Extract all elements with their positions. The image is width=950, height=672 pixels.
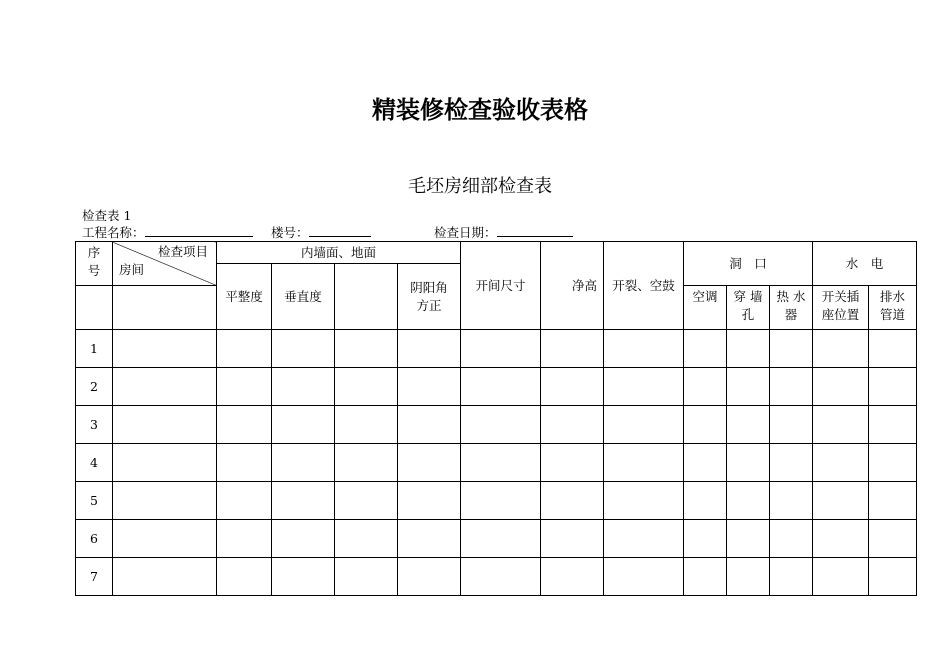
table-row xyxy=(76,444,917,482)
table-cell xyxy=(272,406,335,444)
table-cell xyxy=(813,406,869,444)
table-cell xyxy=(217,368,272,406)
table-cell xyxy=(770,520,813,558)
table-cell xyxy=(604,558,684,596)
table-cell xyxy=(113,558,217,596)
table-cell xyxy=(770,558,813,596)
wall-hole-header: 穿 墙孔 xyxy=(727,286,770,330)
table-cell xyxy=(217,330,272,368)
table-cell xyxy=(684,558,727,596)
check-date-field xyxy=(434,223,573,241)
table-cell xyxy=(684,482,727,520)
table-cell xyxy=(869,520,917,558)
water-elec-header: 水 电 xyxy=(813,242,917,286)
table-cell xyxy=(217,406,272,444)
table-cell xyxy=(813,482,869,520)
table-cell xyxy=(461,330,541,368)
net-height-header: 净高 xyxy=(541,242,604,330)
table-cell xyxy=(398,368,461,406)
verticality-header: 垂直度 xyxy=(272,264,335,330)
flatness-header: 平整度 xyxy=(217,264,272,330)
table-cell xyxy=(335,444,398,482)
table-cell xyxy=(113,406,217,444)
table-cell xyxy=(727,330,770,368)
table-cell xyxy=(461,368,541,406)
table-cell xyxy=(684,406,727,444)
check-date-line xyxy=(497,224,573,237)
table-cell xyxy=(217,558,272,596)
table-cell xyxy=(217,520,272,558)
row-number: 3 xyxy=(76,406,113,444)
table-row xyxy=(76,368,917,406)
table-cell xyxy=(335,368,398,406)
table-cell xyxy=(813,558,869,596)
table-cell xyxy=(272,330,335,368)
table-cell xyxy=(398,330,461,368)
row-number: 5 xyxy=(76,482,113,520)
table-cell xyxy=(461,406,541,444)
table-cell xyxy=(398,520,461,558)
inspection-table xyxy=(75,241,917,596)
form-number: 检查表 1 xyxy=(82,208,132,223)
table-cell xyxy=(727,558,770,596)
table-cell xyxy=(813,330,869,368)
table-cell xyxy=(684,330,727,368)
table-cell xyxy=(272,520,335,558)
table-cell xyxy=(727,406,770,444)
table-cell xyxy=(869,330,917,368)
table-cell xyxy=(869,406,917,444)
table-cell xyxy=(604,482,684,520)
table-cell xyxy=(272,368,335,406)
row-number: 2 xyxy=(76,368,113,406)
table-cell xyxy=(113,330,217,368)
table-cell xyxy=(398,482,461,520)
table-cell xyxy=(335,406,398,444)
table-cell xyxy=(813,520,869,558)
aircon-header: 空调 xyxy=(684,286,727,330)
check-date-label: 检查日期： xyxy=(434,225,497,240)
table-cell xyxy=(869,482,917,520)
table-cell xyxy=(727,444,770,482)
table-cell xyxy=(398,444,461,482)
table-cell xyxy=(727,482,770,520)
table-cell xyxy=(541,330,604,368)
form-subtitle: 毛坯房细部检查表 xyxy=(408,176,552,197)
corner-header: 阴阳角方正 xyxy=(398,264,461,330)
drain-header: 排水管道 xyxy=(869,286,917,330)
table-cell xyxy=(113,520,217,558)
row-number: 4 xyxy=(76,444,113,482)
table-cell xyxy=(813,368,869,406)
building-no-field xyxy=(271,223,371,241)
building-no-label: 楼号： xyxy=(271,225,309,240)
room-header: 房间 xyxy=(119,262,145,277)
project-name-line xyxy=(145,224,253,237)
table-cell xyxy=(461,558,541,596)
room-sub-cell xyxy=(113,286,217,330)
table-cell xyxy=(604,520,684,558)
table-cell xyxy=(727,368,770,406)
check-item-header: 检查项目 xyxy=(157,244,208,259)
table-row xyxy=(76,482,917,520)
inner-wall-header: 内墙面、地面 xyxy=(217,242,461,264)
table-cell xyxy=(272,444,335,482)
table-cell xyxy=(541,368,604,406)
table-cell xyxy=(604,368,684,406)
water-heater-header: 热 水器 xyxy=(770,286,813,330)
switch-socket-header: 开关插座位置 xyxy=(813,286,869,330)
crack-header: 开裂、空鼓 xyxy=(604,242,684,330)
table-row xyxy=(76,520,917,558)
table-cell xyxy=(684,368,727,406)
table-cell xyxy=(727,520,770,558)
opening-size-header: 开间尺寸 xyxy=(461,242,541,330)
table-cell xyxy=(770,368,813,406)
project-name-label: 工程名称： xyxy=(82,225,145,240)
table-cell xyxy=(604,406,684,444)
table-cell xyxy=(604,444,684,482)
table-cell xyxy=(113,444,217,482)
table-cell xyxy=(461,444,541,482)
project-name-field xyxy=(82,223,253,241)
table-cell xyxy=(541,406,604,444)
table-cell xyxy=(869,368,917,406)
header-row-1 xyxy=(76,242,917,264)
table-cell xyxy=(770,406,813,444)
table-row xyxy=(76,330,917,368)
table-cell xyxy=(113,482,217,520)
table-cell xyxy=(461,520,541,558)
blank-header xyxy=(335,264,398,330)
hole-header: 洞 口 xyxy=(684,242,813,286)
table-cell xyxy=(113,368,217,406)
row-number: 7 xyxy=(76,558,113,596)
table-cell xyxy=(869,558,917,596)
row-number: 6 xyxy=(76,520,113,558)
page-title: 精装修检查验收表格 xyxy=(372,96,588,124)
table-cell xyxy=(217,444,272,482)
seq-header: 序号 xyxy=(76,242,113,286)
room-item-header xyxy=(113,242,217,286)
row-number: 1 xyxy=(76,330,113,368)
table-cell xyxy=(335,330,398,368)
table-cell xyxy=(770,444,813,482)
table-cell xyxy=(217,482,272,520)
table-row xyxy=(76,558,917,596)
table-cell xyxy=(335,558,398,596)
table-cell xyxy=(335,482,398,520)
table-cell xyxy=(398,406,461,444)
table-row xyxy=(76,406,917,444)
table-cell xyxy=(272,558,335,596)
table-cell xyxy=(461,482,541,520)
table-cell xyxy=(770,330,813,368)
table-cell xyxy=(684,444,727,482)
table-cell xyxy=(335,520,398,558)
building-no-line xyxy=(309,224,371,237)
table-cell xyxy=(541,444,604,482)
table-cell xyxy=(869,444,917,482)
table-cell xyxy=(604,330,684,368)
table-cell xyxy=(541,558,604,596)
table-cell xyxy=(684,520,727,558)
table-cell xyxy=(272,482,335,520)
table-cell xyxy=(541,482,604,520)
table-cell xyxy=(770,482,813,520)
table-cell xyxy=(398,558,461,596)
table-cell xyxy=(541,520,604,558)
seq-sub-cell xyxy=(76,286,113,330)
table-cell xyxy=(813,444,869,482)
